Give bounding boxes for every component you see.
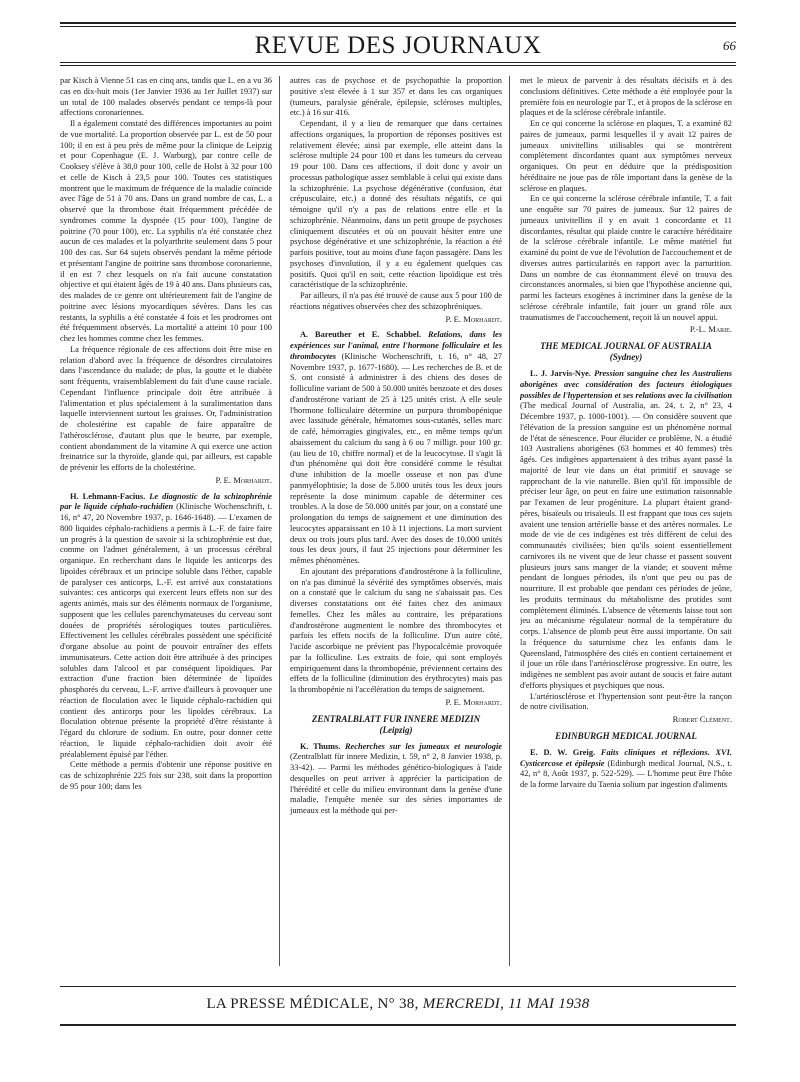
paragraph: Par ailleurs, il n'a pas été trouvé de cause aux 5 pour 100 de réactions négatives observées chez des schizophréniques. xyxy=(290,291,502,311)
footer-rule-top xyxy=(60,986,736,987)
paragraph: par Kisch à Vienne 51 cas en cinq ans, tandis que L. en a vu 36 cas en dix-huit mois (1er Janvier 1936 au 1er Juillet 1937) sur un total de 100 malades observés pendant ce temps-là pour affections coronariennes. xyxy=(60,76,272,118)
column-3 xyxy=(520,76,732,966)
header-rule-top xyxy=(60,22,736,24)
column-2 xyxy=(290,76,502,966)
article xyxy=(520,369,732,692)
section-heading xyxy=(520,341,732,363)
signature: P. E. Morhardt. xyxy=(445,696,502,707)
paragraph: Cette méthode a permis d'obtenir une réponse positive en cas de schizophrénie 225 fois sur 238, soit dans la proportion de 95 pour 100; dans les xyxy=(60,760,272,791)
header-rule-bottom-thin xyxy=(60,65,736,66)
article xyxy=(290,330,502,567)
section-title: EDINBURGH MEDICAL JOURNAL xyxy=(555,730,697,741)
paragraph: Cependant, il y a lieu de remarquer que dans certaines affections organiques, la proportion de réponses positives est relativement élevée; ainsi par exemple, elle atteint dans la sclérose multiple 24 pour 100 et dans les tumeurs du cerveau 19 pour 100. Dans ces affections, il doit donc y avoir un processus pathologique assez semblable à celui qui existe dans la schizophrénie. La psychose dégénérative (confusion, état crépusculaire, etc.) a donné des résultats négatifs, ce qui témoigne qu'il n'y a pas de relations entre elle et la schizophrénie. Néanmoins, dans un petit groupe de psychoses cliniquement discutées et où on pouvait hésiter entre une psychose dégénérative et une schizophrénie, la réaction a été parfois positive, tout au moins d'une façon passagère. Dans les psychoses d'involution, il y a eu également quelques cas positifs. Quoi qu'il en soit, cette réaction lipoïdique est très caractéristique de la schizophrénie. xyxy=(290,119,502,290)
article-title: Relations, dans les expériences sur l'animal, entre l'hormone folliculaire et les thrombocytes xyxy=(290,330,502,361)
section-heading xyxy=(520,731,732,742)
journal-title: REVUE DES JOURNAUX xyxy=(254,32,542,59)
article xyxy=(290,742,502,817)
paragraph: En ajoutant des préparations d'androstérone à la folliculine, on n'a pas diminué la sévérité des symptômes observés, mais on a constaté que le calcium du sang ne s'abaissait pas. Ces diverses constatations ont été faites chez des animaux femelles. Chez les mâles au contraire, les préparations d'androstérone augmentent le nombre des thrombocytes et parfois les effets nocifs de la folliculine. D'un autre côté, l'acide ascorbique ne prévient pas l'hypocalcémie provoquée par la folliculine. Les extraits de foie, qui sont employés empiriquement dans la thrombopénie, préviennent certains des effets de la folliculine (diminution des érythrocytes) mais pas la thrombopénie ni l'accélération du temps de saignement. xyxy=(290,566,502,694)
article-title: Pression sanguine chez les Australiens aborigènes avec considération des facteurs étiologiques possibles de l'hypertension et ses relations avec la civilisation xyxy=(520,369,732,400)
footer-issue: N° 38, xyxy=(377,996,419,1012)
header-rule-top-thin xyxy=(60,26,736,27)
section-title: ZENTRALBLATT FUR INNERE MEDIZIN xyxy=(311,713,481,724)
paragraph: met le mieux de parvenir à des résultats décisifs et à des conclusions définitives. Cette méthode a été employée pour la première fois en neurologie par T., et à propos de la sclérose en plaques et de la sclérose cérébrale infantile. xyxy=(520,76,732,118)
paragraph: L'artériosclérose et l'hypertension sont peut-être la rançon de notre civilisation. xyxy=(520,691,732,712)
article xyxy=(520,748,732,791)
footer-day: MERCREDI, xyxy=(422,996,505,1012)
column-divider xyxy=(279,76,280,966)
article-body: (The medical Journal of Australia, an. 24, t. 2, n° 23, 4 Décembre 1937, p. 1000-1001). — On considère souvent que l'élévation de la pression sanguine est un phénomène normal de l'état de sénescence. Pour élucider ce problème, N. a étudié 103 Australiens aborigènes (63 hommes et 40 femmes) très âgés. Ces indigènes appartenaient à des tribus ayant passé la majorité de leur vie dans un état primitif et sauvage se rapprochant de la vie naturelle. Bien qu'il fût impossible de préciser leur âge, on peut en faire une estimation raisonnable par l'examen de leur progéniture. La plupart étaient grand-pères, bisaïeuls ou trisaïeuls. Il est frappant que tous ces sujets avaient une tension artérielle basse et des artères normales. Le mode de vie de ces indigènes est très différent de celui des communautés civilisées; bien qu'ils soient essentiellement carnivores ils ne vivent que de leur chasse et passent souvent plusieurs jours sans manger de la viande; et souvent même pendant de longues périodes, ils n'ont que peu ou pas de nourriture. Il est probable que pendant ces périodes de jeûne, les produits terminaux du métabolisme des protides sont complètement éliminés. L'absence de vêtements laisse tout son jeu au mécanisme régulateur normal de la température du corps. L'absence de plomb peut être aussi importante. On sait la fréquence du saturnisme chez les enfants dans le Queensland, l'atmosphère des cités en contient certainement et il joue un rôle dans l'artériosclérose progressive. En outre, les indigènes ne semblent pas avoir autant de soucis et faire autant d'efforts physiques et psychiques que nous. xyxy=(520,401,732,690)
signature: P. E. Morhardt. xyxy=(215,474,272,485)
column-divider xyxy=(509,76,510,966)
article-author: K. Thums. xyxy=(300,741,341,751)
section-subtitle: (Sydney) xyxy=(609,352,643,362)
article-author: E. D. W. Greig. xyxy=(530,747,596,757)
article-body: (Klinische Wochenschrift, t. 16, n° 47, 20 Novembre 1937, p. 1646-1648). — L'examen de 800 liquides céphalo-rachidiens a permis à L.-F. de faire faire un progrès à la question de savoir si la schizophrénie est due, comme on l'admet généralement, à un processus cérébral organique. En recherchant dans le liquide les anticorps des lipoïdes cérébraux et un principe soluble dans l'éther, capable de paralyser ces anticorps, L.-F. est arrivé aux constatations suivantes: ces anticorps qui exercent leurs effets non sur des agents animés, mais sur des éléments normaux de l'organisme, supposent que les cellules parenchymateuses du cerveau sont douées de propriétés sérologiques toutes particulières. Effectivement les cellules cérébrales possèdent une spécificité d'organe absolue au point de pouvoir entraîner des effets immunisateurs. Cette action doit être attribuée à des principes solubles dans l'alcool et par conséquent lipoïdiques. Par extraction d'une fraction bien déterminée de lipoïdes phosphorés du cerveau, L.-F. arrive d'ailleurs à provoquer une réaction de floculation avec le liquide céphalo-rachidien qui contient des anticorps pour les lipoïdes cérébraux. La floculation obtenue présente la propriété d'être résistante à l'égard du chlorure de sodium. En outre, pour donner cette réaction, le liquide céphalo-rachidien doit avoir été préalablement épuisé par l'éther. xyxy=(60,502,272,759)
section-subtitle: (Leipzig) xyxy=(379,724,413,735)
footer-date: 11 MAI 1938 xyxy=(508,996,590,1012)
article-title: Faits cliniques et réflexions. XVI. Cysticercose et épilepsie xyxy=(520,747,732,768)
article-title: Le diagnostic de la schizophrénie par le liquide céphalo-rachidien xyxy=(60,491,272,512)
signature: Robert Clément. xyxy=(672,714,732,724)
article-author: L. J. Jarvis-Nye. xyxy=(530,369,591,378)
signature: P. E. Morhardt. xyxy=(445,313,502,324)
article-body: (Zentralblatt für innere Medizin, t. 59, n° 2, 8 Janvier 1938, p. 33-42). — Parmi les méthodes génético-biologiques à l'aide desquelles on peut arriver à apprécier la participation de l'hérédité et celle du milieu environnant dans la genèse d'une maladie, l'enquête menée sur des séries importantes de jumeaux est la méthode qui per- xyxy=(290,752,502,815)
article-author: A. Bareuther et E. Schabbel. xyxy=(300,330,422,340)
page-header xyxy=(60,30,736,60)
paragraph: En ce qui concerne la sclérose cérébrale infantile, T. a fait une enquête sur 70 paires de jumeaux. Sur 12 paires de jumeaux univitellins il y en avait 1 concordante et 11 discordantes, résultat qui plaide contre le caractère héréditaire de la sclérose cérébrale infantile. Le même matériel fut examiné du point de vue de l'évolution de l'accouchement et de diverses autres particularités en rapport avec la parturition. Dans un nombre de cas étonnamment élevé on trouva des circonstances anormales, si bien que l'hypothèse ancienne qui, parmi les facteurs exogènes à incriminer dans la genèse de la sclérose cérébrale infantile, fait jouer un grand rôle aux traumatismes de l'accouchement, reçoit là un nouvel appui. xyxy=(520,194,732,322)
column-1 xyxy=(60,76,272,966)
article-author: H. Lehmann-Facius. xyxy=(70,491,146,501)
paragraph: La fréquence régionale de ces affections doit être mise en relation d'abord avec la fréquence de désordres circulatoires dans l'ascendance du malade; de plus, la goutte et le diabète sont fréquents, vraisemblablement du fait d'une cause raciale. Cependant l'influence principale doit être attribuée à l'alimentation et plus spécialement à la suralimentation dans laquelle interviennent surtout les graisses. Or, l'administration de cholestérine est capable de faire apparaître de l'athérosclérose, d'autant plus que le beurre, par exemple, contient abondamment de la vitamine A qui exerce une action freinatrice sur la thyroïde, glande qui, par ailleurs, est capable de prévenir les efforts de la cholestérine. xyxy=(60,344,272,472)
page-footer xyxy=(60,996,736,1022)
article xyxy=(60,492,272,761)
page-number: 66 xyxy=(723,38,736,53)
header-rule-bottom xyxy=(60,62,736,63)
article-title: Recherches sur les jumeaux et neurologie xyxy=(344,741,502,751)
signature: P.-L. Marie. xyxy=(689,324,732,335)
footer-rule-bottom xyxy=(60,1024,736,1026)
article-body: (Klinische Wochenschrift, t. 16, n° 48, 27 Novembre 1937, p. 1677-1680). — Les recherches de B. et de S. ont consisté à administrer à des chiens des doses de folliculine variant de 500 à 50.000 unités benzoate et des doses d'androstérone variant de 25 à 125 unités crist. A elle seule l'hormone folliculaire détermine un purpura thrombopénique avec lassitude générale, hématomes sous-cutanés, selles marc de café, hémorragies gingivales, etc., en même temps qu'un abaissement du calcium du sang à 6 ou 7 milligr. pour 100 gr. (au lieu de 10, chiffre normal) et de la leucocytose. Il s'agit là d'un phénomène qui doit être considéré comme le résultat d'une inhibition de la moelle osseuse et non pas d'une panmyélophtisie; la dose de 5.000 unités tous les deux jours représente la dose minimum capable de déterminer ces troubles. A la dose de 50.000 unités par jour, on a constaté une prolongation du temps de saignement et une diminution des leucocytes apparaissant en 10 à 11 injections. La mort survient deux ou trois jours plus tard. Avec des doses de 10.000 unités tous les deux jours, il faut 25 injections pour déterminer les mêmes phénomènes. xyxy=(290,351,502,565)
paragraph: Il a également constaté des différences importantes au point de vue mortalité. La proportion observée par L. est de 50 pour 100; il en est à peu près de même pour la clinique de Leipzig et pour Copenhague (E. J. Warburg), par contre celle de Cooksey s'élève à 38,0 pour 100, celle de Holst à 32 pour 100 et celle de Kisch à 23,5 pour 100. Toutes ces statistiques montrent que le maximum de fréquence de la maladie coïncide avec l'âge de 51 à 70 ans. Dans un grand nombre de cas, L. a observé que la thrombose était fréquemment précédée de syndromes comme la dyspnée (15 pour 100), l'angine de poitrine (70 pour 100), etc. La syphilis n'a été constatée chez aucun de ces malades et la polyarthrite seulement dans 5 pour 100 des cas. Sur 64 sujets observés pendant la même période et présentant l'angine de poitrine sans thrombose coronarienne, il en est 7 chez lesquels on n'a fait aucune constatation objective et qui étaient âgés de 19 à 40 ans. Dans plusieurs cas, des malades de ce genre ont ultérieurement fait de l'angine de poitrine avec lésions myocardiques sévères. Dans les cas restants, la syphilis a été constatée 4 fois et les prodromes ont été fréquemment observés. La mortalité a atteint 10 pour 100 chez les hommes comme chez les femmes. xyxy=(60,119,272,343)
footer-journal: LA PRESSE MÉDICALE, xyxy=(206,996,374,1012)
section-heading xyxy=(290,714,502,736)
paragraph: En ce qui concerne la sclérose en plaques, T. a examiné 82 paires de jumeaux, parmi lesquelles il y avait 12 paires de jumeaux univitellins utilisables qui se montrèrent complètement discordantes quant aux symptômes nerveux organiques. On peut en déduire que la prédisposition héréditaire ne joue pas de rôle important dans la genèse de la sclérose en plaques. xyxy=(520,119,732,193)
article-body: (Edinburgh medical Journal, N.S., t. 42, n° 8, Août 1937, p. 522-529). — L'homme peut être l'hôte de la forme larvaire du Taenia solium par ingestion d'aliments xyxy=(520,758,732,789)
section-title: THE MEDICAL JOURNAL OF AUSTRALIA xyxy=(540,341,712,351)
paragraph: autres cas de psychose et de psychopathie la proportion positive s'est élevée à 1 sur 357 et dans les cas organiques (tumeurs, paralysie générale, épilepsie, scléroses multiples, etc.) à 16 sur 416. xyxy=(290,76,502,118)
